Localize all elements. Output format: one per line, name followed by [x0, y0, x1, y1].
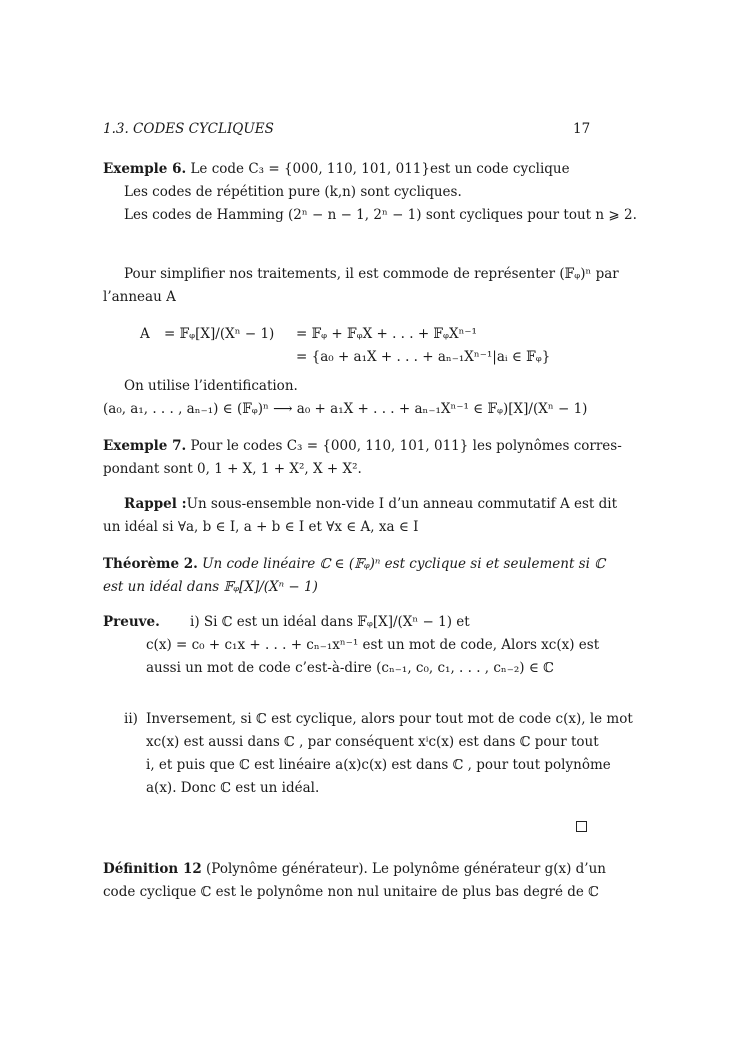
definition-12-text-1: Le polynôme générateur g(x) d’un [372, 861, 606, 877]
exemple-7-label: Exemple 7. [103, 438, 187, 454]
equation-rhs-1: = 𝔽ᵩ + 𝔽ᵩX + . . . + 𝔽ᵩXⁿ⁻¹ [296, 326, 477, 342]
theoreme-2-label: Théorème 2. [103, 556, 198, 572]
exemple-6-line-3: Les codes de Hamming (2ⁿ − n − 1, 2ⁿ − 1) sont cycliques pour tout n ⩾ 2. [124, 207, 637, 223]
definition-12-label: Définition 12 [103, 861, 202, 877]
equation-lhs: A [140, 326, 150, 342]
definition-12-line-1 [103, 861, 606, 877]
exemple-6-label: Exemple 6. [103, 161, 187, 177]
definition-12-line-2: code cyclique ℂ est le polynôme non nul unitaire de plus bas degré de ℂ [103, 884, 599, 900]
page-number: 17 [573, 121, 591, 137]
exemple-7-text-1: Pour le codes C₃ = {000, 110, 101, 011} les polynômes corres- [190, 438, 622, 454]
exemple-7-line-2: pondant sont 0, 1 + X, 1 + X², X + X². [103, 461, 362, 477]
identification-line-1: On utilise l’identification. [124, 378, 298, 394]
preuve-ii-line-1: Inversement, si ℂ est cyclique, alors pour tout mot de code c(x), le mot [146, 711, 633, 727]
exemple-7-line-1 [103, 438, 622, 454]
theoreme-2-line-1 [103, 556, 605, 572]
intro-line-1: Pour simplifier nos traitements, il est commode de représenter (𝔽ᵩ)ⁿ par [124, 266, 619, 282]
rappel-label: Rappel : [124, 496, 187, 512]
definition-12-subtitle: (Polynôme générateur). [206, 861, 368, 877]
rappel-line-1 [124, 496, 617, 512]
equation-rhs-2: = {a₀ + a₁X + . . . + aₙ₋₁Xⁿ⁻¹|aᵢ ∈ 𝔽ᵩ} [296, 349, 551, 365]
qed-square-icon [576, 821, 587, 832]
preuve-i-line-1: i) Si ℂ est un idéal dans 𝔽ᵩ[X]/(Xⁿ − 1) et [190, 614, 470, 630]
identification-formula: (a₀, a₁, . . . , aₙ₋₁) ∈ (𝔽ᵩ)ⁿ ⟶ a₀ + a₁X + . . . + aₙ₋₁Xⁿ⁻¹ ∈ 𝔽ᵩ)[X]/(Xⁿ − 1) [103, 401, 588, 417]
theoreme-2-text-1: Un code linéaire ℂ ∈ (𝔽ᵩ)ⁿ est cyclique si et seulement si ℂ [202, 556, 605, 572]
intro-line-2: l’anneau A [103, 289, 176, 305]
exemple-6-line-2: Les codes de répétition pure (k,n) sont cycliques. [124, 184, 462, 200]
rappel-text-1: Un sous-ensemble non-vide I d’un anneau commutatif A est dit [186, 496, 618, 512]
preuve-i-line-2: c(x) = c₀ + c₁x + . . . + cₙ₋₁xⁿ⁻¹ est un mot de code, Alors xc(x) est [146, 637, 600, 653]
equation-quotient: = 𝔽ᵩ[X]/(Xⁿ − 1) [164, 326, 275, 342]
running-header-section: 1.3. CODES CYCLIQUES [103, 121, 274, 137]
rappel-line-2: un idéal si ∀a, b ∈ I, a + b ∈ I et ∀x ∈ A, xa ∈ I [103, 519, 419, 535]
theoreme-2-line-2: est un idéal dans 𝔽ᵩ[X]/(Xⁿ − 1) [103, 579, 318, 595]
preuve-label: Preuve. [103, 614, 160, 630]
preuve-ii-line-2: xc(x) est aussi dans ℂ , par conséquent xⁱc(x) est dans ℂ pour tout [146, 734, 599, 750]
preuve-ii-label: ii) [124, 711, 138, 727]
exemple-6-text-1: Le code C₃ = {000, 110, 101, 011}est un code cyclique [190, 161, 570, 177]
exemple-6-line-1 [103, 161, 570, 177]
preuve-ii-line-3: i, et puis que ℂ est linéaire a(x)c(x) est dans ℂ , pour tout polynôme [146, 757, 611, 773]
preuve-i-line-3: aussi un mot de code c’est-à-dire (cₙ₋₁, c₀, c₁, . . . , cₙ₋₂) ∈ ℂ [146, 660, 554, 676]
preuve-ii-line-4: a(x). Donc ℂ est un idéal. [146, 780, 320, 796]
